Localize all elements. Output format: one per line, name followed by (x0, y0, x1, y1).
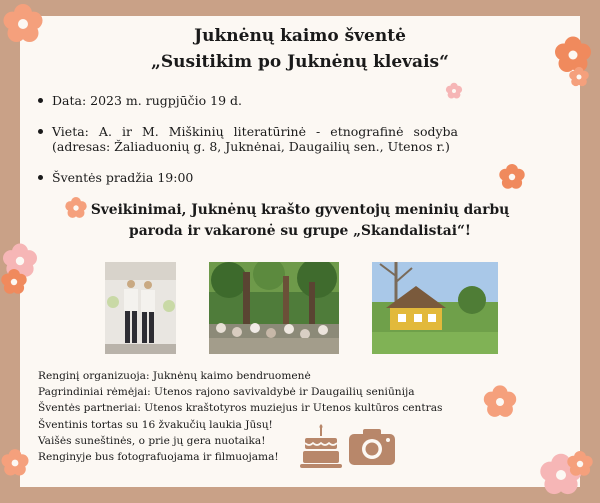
flower-icon (568, 66, 590, 92)
flower-icon (64, 196, 88, 224)
flower-icon (0, 448, 30, 482)
info-refreshments: Vaišės suneštinės, o prie jų gera nuotaika! (38, 434, 266, 447)
detail-date: Data: 2023 m. rugpjūčio 19 d. (38, 93, 558, 108)
info-partners: Šventės partneriai: Utenos kraštotyros muziejus ir Utenos kultūros centras (38, 402, 443, 415)
detail-start-time: Šventės pradžia 19:00 (38, 170, 558, 185)
bullet-dot (38, 175, 43, 180)
title-line-1: Juknėnų kaimo šventė (194, 26, 406, 46)
bullet-dot (38, 98, 43, 103)
flower-icon (482, 384, 518, 424)
greeting-line-2: paroda ir vakaronė su grupe „Skandalistai“! (129, 223, 471, 239)
flower-icon (2, 3, 44, 49)
cake-icon (300, 424, 342, 474)
photo-performers (105, 262, 176, 354)
title-line-2: „Susitikim po Juknėnų klevais“ (151, 52, 449, 72)
info-organizer: Renginį organizuoja: Juknėnų kaimo bendruomenė (38, 370, 311, 382)
flower-icon (566, 450, 594, 482)
bullet-dot (38, 129, 43, 134)
info-filming: Renginyje bus fotografuojama ir filmuojama! (38, 451, 279, 464)
flower-icon (445, 82, 463, 104)
photo-event-crowd (209, 262, 339, 354)
flower-icon (498, 163, 526, 195)
info-cake: Šventinis tortas su 16 žvakučių laukia Jūsų! (38, 418, 273, 431)
photo-yellow-house (372, 262, 498, 354)
info-sponsors: Pagrindiniai rėmėjai: Utenos rajono savivaldybė ir Daugailių seniūnija (38, 386, 415, 399)
camera-icon (349, 429, 395, 469)
greeting-line-1: Sveikinimai, Juknėnų krašto gyventojų meninių darbų (90, 202, 510, 218)
detail-place: Vieta: A. ir M. Miškinių literatūrinė - etnografinė sodyba (adresas: Žaliaduonių g. 8, Juknėnai, Daugailių sen., Utenos r.) (38, 124, 458, 154)
flower-icon (0, 268, 28, 300)
